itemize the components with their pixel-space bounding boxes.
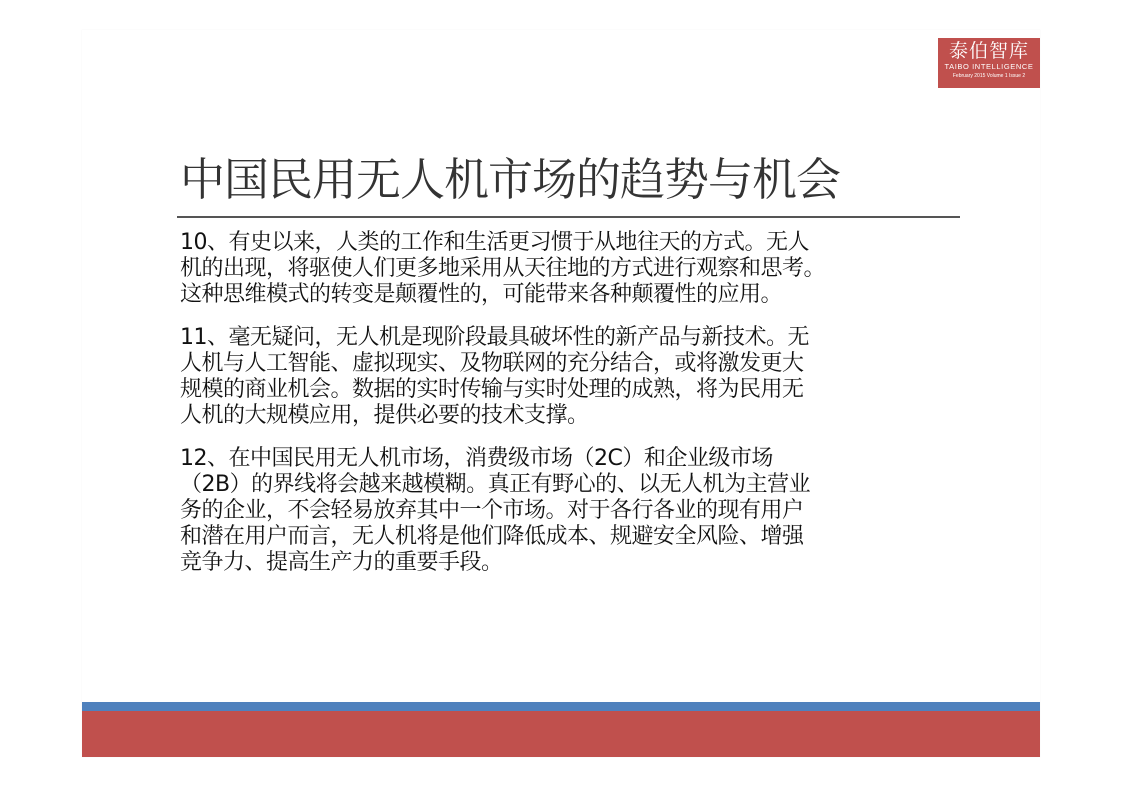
title-underline xyxy=(177,216,960,218)
paragraph-12 xyxy=(180,446,970,576)
paragraph-line: 和潜在用户而言，无人机将是他们降低成本、规避安全风险、增强 xyxy=(180,524,804,549)
footer-band-red xyxy=(82,711,1040,757)
paragraph-line: 这种思维模式的转变是颠覆性的，可能带来各种颠覆性的应用。 xyxy=(180,282,783,307)
paragraph-line: （2B）的界线将会越来越模糊。真正有野心的、以无人机为主营业 xyxy=(180,472,811,497)
paragraph-line: 务的企业，不会轻易放弃其中一个市场。对于各行各业的现有用户 xyxy=(180,498,804,523)
paragraph-line: 11、毫无疑问，无人机是现阶段最具破坏性的新产品与新技术。无 xyxy=(180,325,809,350)
paragraph-line: 人机的大规模应用，提供必要的技术支撑。 xyxy=(180,403,589,428)
slide-title: 中国民用无人机市场的趋势与机会 xyxy=(180,153,841,206)
slide-body xyxy=(180,230,970,593)
footer-band-blue xyxy=(82,702,1040,711)
brand-logo xyxy=(938,38,1040,88)
paragraph-line: 12、在中国民用无人机市场，消费级市场（2C）和企业级市场 xyxy=(180,446,773,471)
paragraph-line: 机的出现，将驱使人们更多地采用从天往地的方式进行观察和思考。 xyxy=(180,256,826,281)
brand-logo-english: TAIBO INTELLIGENCE xyxy=(944,62,1034,71)
paragraph-line: 人机与人工智能、虚拟现实、及物联网的充分结合，或将激发更大 xyxy=(180,351,804,376)
brand-logo-issue: February 2015 Volume 1 Issue 2 xyxy=(952,73,1026,79)
paragraph-10 xyxy=(180,230,970,308)
paragraph-line: 规模的商业机会。数据的实时传输与实时处理的成熟，将为民用无 xyxy=(180,377,804,402)
paragraph-line: 10、有史以来，人类的工作和生活更习惯于从地往天的方式。无人 xyxy=(180,230,809,255)
brand-logo-chinese: 泰伯智库 xyxy=(948,40,1029,62)
paragraph-11 xyxy=(180,325,970,429)
paragraph-line: 竞争力、提高生产力的重要手段。 xyxy=(180,550,503,575)
